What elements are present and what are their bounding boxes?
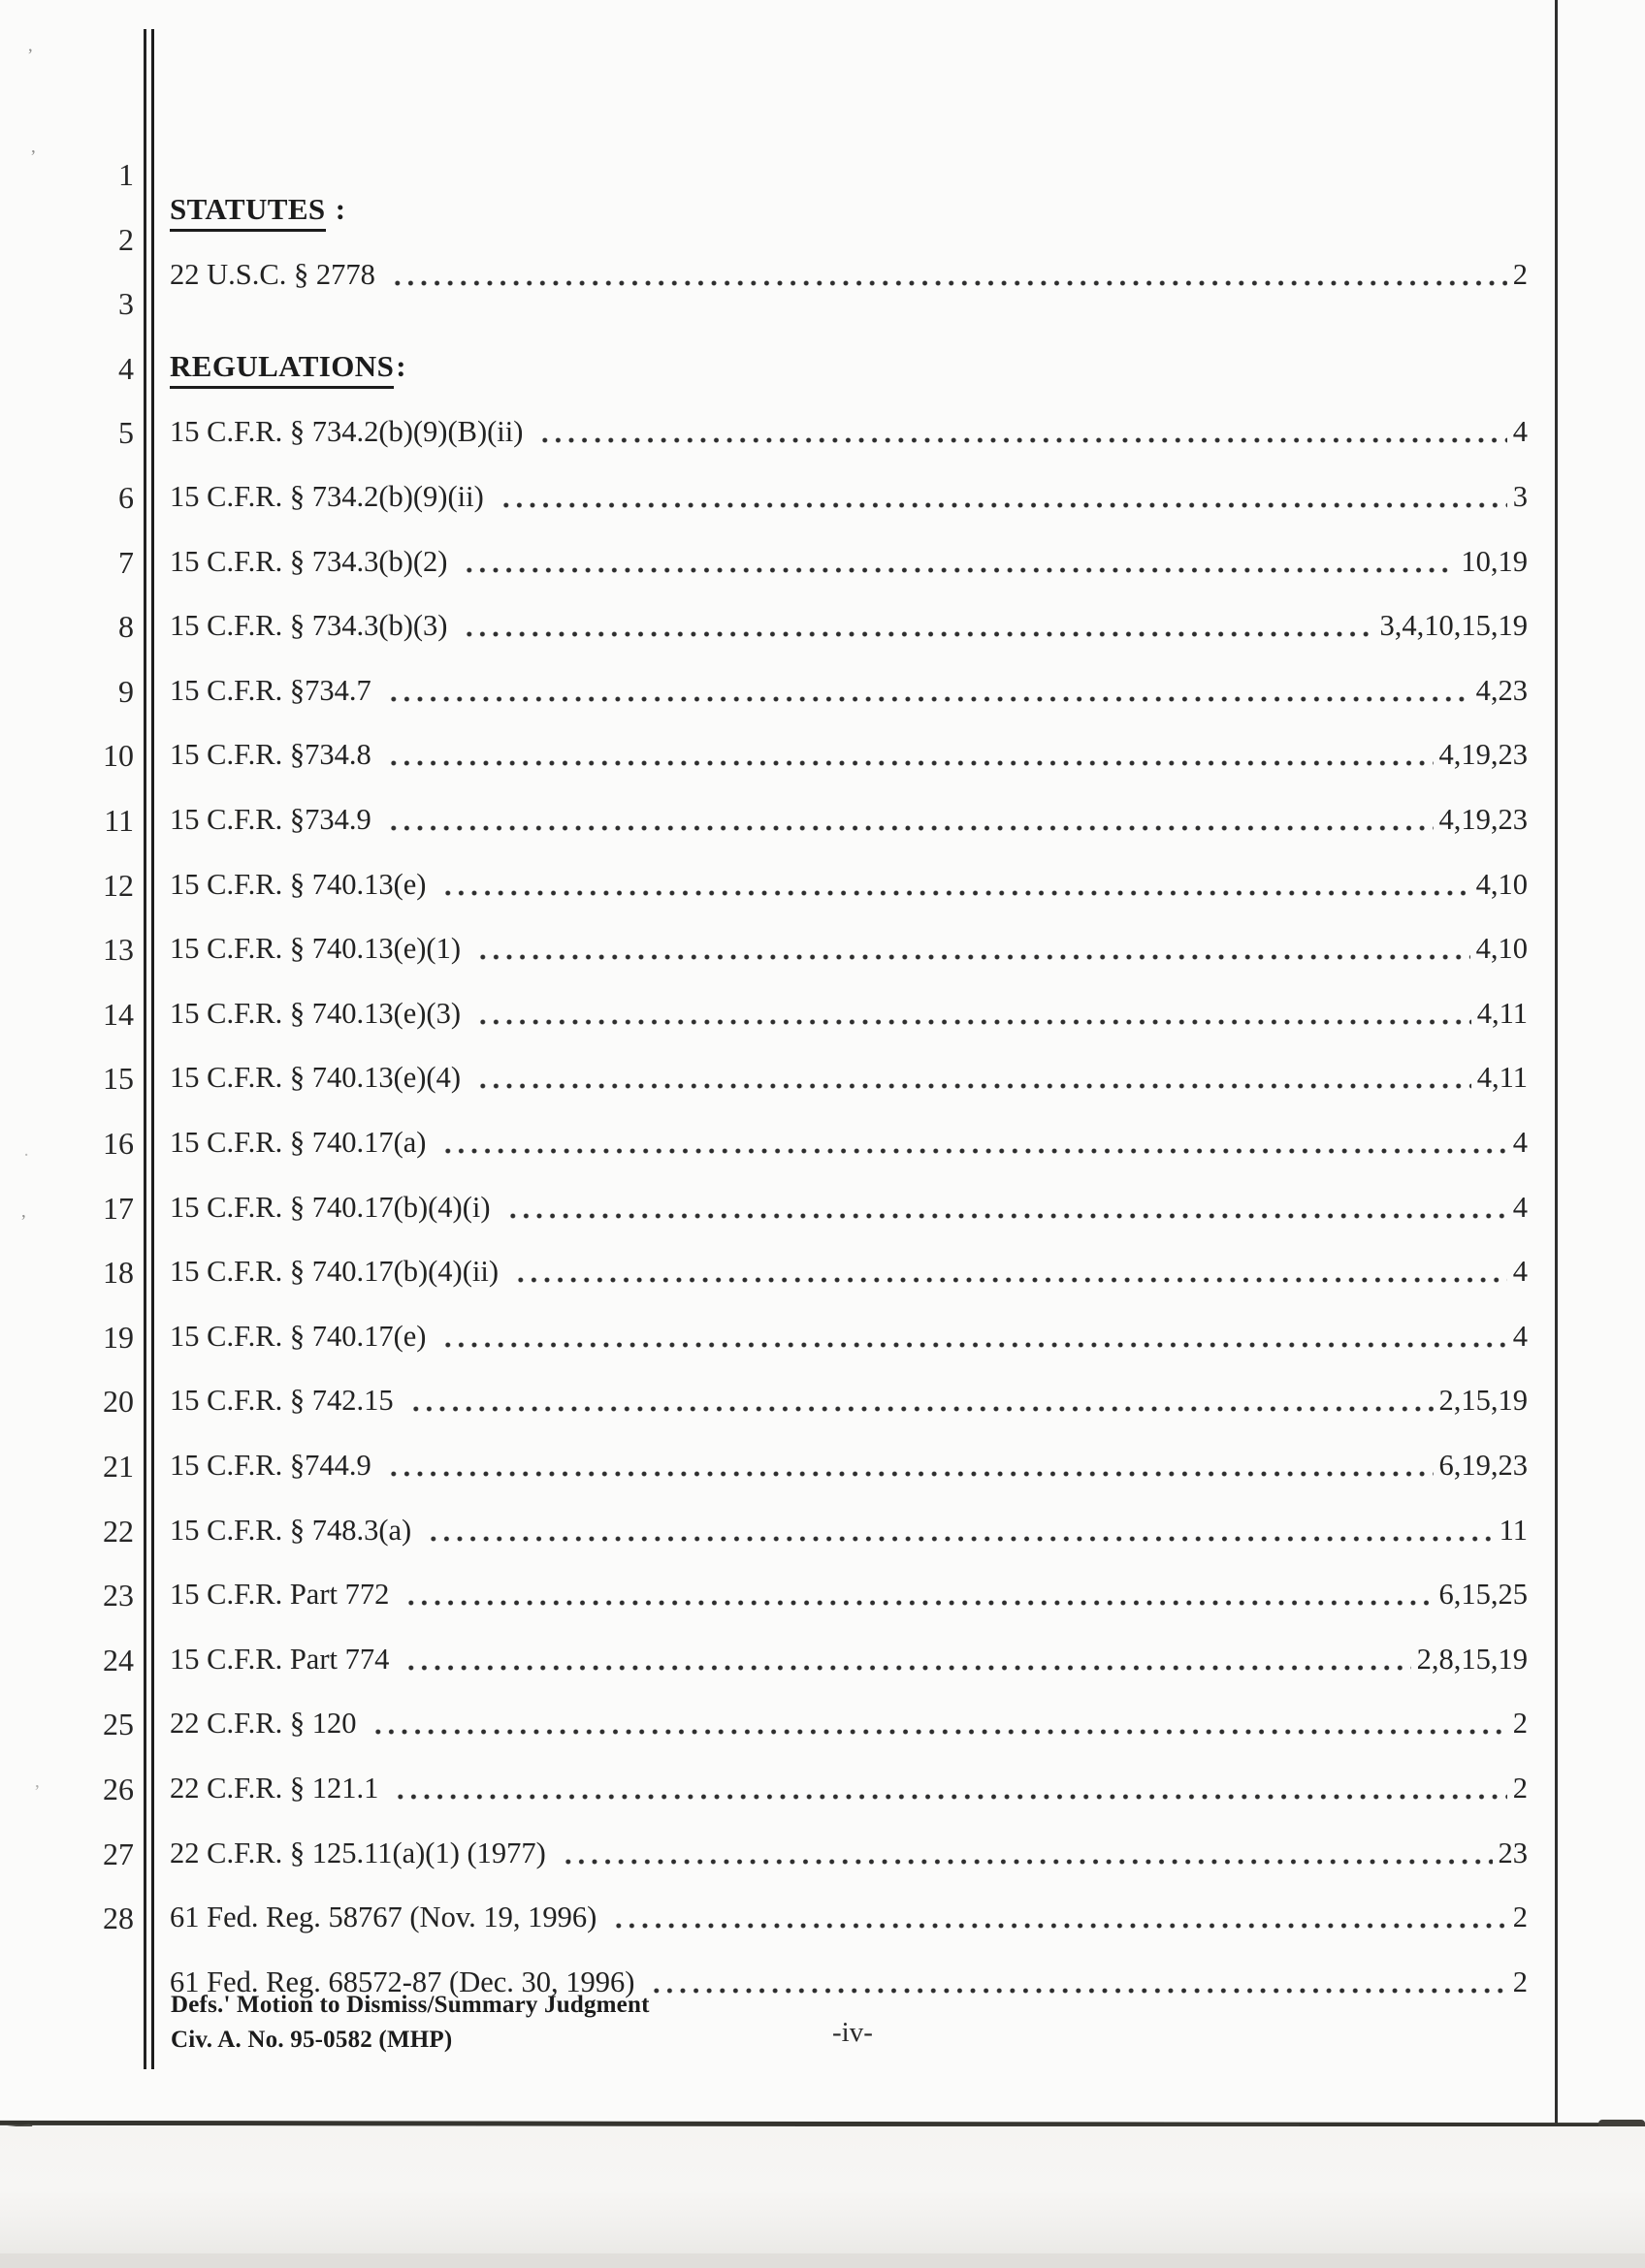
page-numbers: 2,15,19 [1438,1384,1528,1418]
page-numbers: 2 [1512,1965,1528,1998]
heading-colon: : [396,349,406,383]
page-numbers: 2 [1512,1772,1528,1805]
dot-leader [506,1213,1507,1219]
line-number: 25 [103,1707,134,1742]
line-number: 16 [103,1126,134,1161]
section-heading-statutes [170,192,345,227]
dot-leader [394,1794,1506,1800]
toc-entry [170,1833,1528,1873]
page-numbers: 4 [1512,415,1528,449]
page-numbers: 4,19,23 [1438,738,1528,772]
line-number: 9 [118,673,134,709]
dot-leader [387,760,1434,766]
page-numbers: 2 [1512,1707,1528,1741]
citation-text: 15 C.F.R. § 740.17(b)(4)(ii) [170,1255,499,1289]
dot-leader [612,1923,1507,1929]
toc-entry [170,476,1528,517]
page-numbers: 4 [1512,1190,1528,1224]
citation-text: 15 C.F.R. § 734.3(b)(2) [170,544,448,578]
citation-text: 15 C.F.R. § 740.17(a) [170,1126,427,1159]
dot-leader [650,1988,1506,1994]
citation-text: 15 C.F.R. § 740.17(e) [170,1319,427,1353]
toc-entry [170,254,1528,295]
toc-entry [170,1510,1528,1550]
line-number: 11 [104,803,134,838]
page-numbers: 6,15,25 [1438,1578,1528,1612]
dot-leader [441,1342,1506,1348]
line-number: 26 [103,1772,134,1806]
line-number: 6 [118,480,134,515]
toc-entry [170,1445,1528,1485]
footer-title: Defs.' Motion to Dismiss/Summary Judgment [171,1992,650,2018]
dot-leader [427,1536,1493,1542]
page-numbers: 4,11 [1476,1061,1528,1095]
page-numbers: 3,4,10,15,19 [1379,609,1528,643]
toc-entry [170,1187,1528,1228]
line-number: 2 [118,221,134,257]
dot-leader [514,1277,1507,1283]
toc-entry [170,605,1528,646]
line-number: 19 [103,1319,134,1355]
line-number: 12 [103,867,134,903]
line-number: 23 [103,1578,134,1613]
line-number: 1 [118,157,134,192]
toc-entry [170,411,1528,452]
page-numbers: 4,10 [1475,932,1528,966]
heading-colon: : [327,192,346,226]
dot-leader [387,1471,1434,1477]
page-numbers: 2 [1512,258,1528,291]
scanner-background [0,2126,1645,2268]
page-numbers: 2 [1512,1901,1528,1934]
toc-entry [170,864,1528,905]
line-number: 27 [103,1836,134,1871]
citation-text: 15 C.F.R. Part 772 [170,1578,390,1612]
toc-entry [170,1316,1528,1357]
toc-entry [170,993,1528,1034]
line-number: 3 [118,286,134,322]
line-number: 7 [118,544,134,580]
dot-leader [404,1600,1433,1606]
toc-entry [170,799,1528,840]
scan-speck: , [31,137,36,157]
toc-entry [170,1251,1528,1292]
citation-text: 15 C.F.R. § 734.2(b)(9)(B)(ii) [170,415,524,449]
citation-text: 15 C.F.R. §744.9 [170,1449,371,1482]
dot-leader [441,1148,1506,1154]
footer-case-number: Civ. A. No. 95-0582 (MHP) [171,2026,453,2053]
line-number: 5 [118,415,134,451]
page-numbers: 4 [1512,1255,1528,1289]
toc-entry [170,1703,1528,1743]
citation-text: 61 Fed. Reg. 58767 (Nov. 19, 1996) [170,1901,597,1934]
page-numbers: 23 [1498,1836,1528,1869]
left-margin-rule-outer [144,29,146,2069]
citation-text: 15 C.F.R. § 740.17(b)(4)(i) [170,1190,491,1224]
line-number: 22 [103,1513,134,1549]
toc-entry [170,670,1528,711]
scanner-background-strip [0,2253,1645,2268]
dot-leader [476,1083,1471,1089]
citation-text: 15 C.F.R. § 742.15 [170,1384,394,1418]
page-numbers: 2,8,15,19 [1416,1642,1528,1676]
citation-text: 15 C.F.R. §734.9 [170,803,371,836]
dot-leader [404,1665,1410,1671]
toc-entry [170,541,1528,582]
line-number: 21 [103,1449,134,1484]
heading-label: STATUTES [170,192,326,232]
heading-label: REGULATIONS [170,349,394,389]
dot-leader [391,280,1507,286]
scan-speck: , [21,1201,26,1222]
dot-leader [409,1406,1434,1412]
dot-leader [387,696,1470,702]
toc-entry [170,1897,1528,1937]
citation-text: 22 C.F.R. § 125.11(a)(1) (1977) [170,1836,546,1869]
page-numbers: 4,19,23 [1438,803,1528,836]
dot-leader [441,890,1469,896]
citation-text: 15 C.F.R. § 740.13(e) [170,867,427,901]
dot-leader [476,1019,1471,1025]
toc-entry [170,1574,1528,1614]
citation-text: 22 U.S.C. § 2778 [170,258,375,291]
page-numbers: 3 [1512,480,1528,513]
citation-text: 15 C.F.R. § 734.3(b)(3) [170,609,448,643]
citation-text: 15 C.F.R. § 740.13(e)(3) [170,996,461,1030]
citation-text: 22 C.F.R. § 121.1 [170,1772,379,1805]
section-heading-regulations [170,349,406,384]
left-margin-rule-inner [151,29,154,2069]
citation-text: 15 C.F.R. Part 774 [170,1642,390,1676]
line-number: 10 [103,738,134,774]
dot-leader [371,1729,1506,1735]
citation-text: 15 C.F.R. § 740.13(e)(1) [170,932,461,966]
citation-text: 22 C.F.R. § 120 [170,1707,357,1741]
page-numbers: 4,11 [1476,996,1528,1030]
toc-entry [170,734,1528,775]
page-numbers: 4 [1512,1319,1528,1353]
citation-text: 15 C.F.R. §734.8 [170,738,371,772]
dot-leader [562,1859,1493,1865]
line-number: 24 [103,1642,134,1677]
line-number: 28 [103,1901,134,1936]
dot-leader [463,567,1455,573]
citation-text: 61 Fed. Reg. 68572-87 (Dec. 30, 1996) [170,1965,635,1998]
toc-entry [170,928,1528,969]
citation-text: 15 C.F.R. §734.7 [170,673,371,707]
toc-entry [170,1639,1528,1679]
citation-text: 15 C.F.R. § 734.2(b)(9)(ii) [170,480,484,513]
page-numbers: 10,19 [1461,544,1528,578]
line-number: 8 [118,609,134,645]
toc-entry [170,1768,1528,1808]
line-number: 4 [118,350,134,386]
line-number: 15 [103,1061,134,1097]
citation-text: 15 C.F.R. § 748.3(a) [170,1513,412,1547]
line-number: 13 [103,932,134,968]
scan-speck: · [23,1145,30,1166]
right-margin-rule [1555,0,1558,2125]
line-number: 14 [103,996,134,1032]
page-numbers: 4,10 [1475,867,1528,901]
scan-speck: ’ [27,46,34,66]
page-numbers: 4 [1512,1126,1528,1159]
dot-leader [463,631,1373,637]
toc-entry [170,1380,1528,1421]
line-number: 17 [103,1190,134,1226]
dot-leader [538,437,1506,443]
dot-leader [476,954,1470,960]
dot-leader [387,825,1434,831]
line-number: 20 [103,1384,134,1420]
toc-entry [170,1122,1528,1163]
toc-entry [170,1057,1528,1098]
line-number: 18 [103,1255,134,1291]
document-footer [171,1988,650,2057]
page-numbers: 11 [1499,1513,1528,1547]
dot-leader [500,502,1507,508]
citation-text: 15 C.F.R. § 740.13(e)(4) [170,1061,461,1095]
page-numbers: 4,23 [1475,673,1528,707]
page-number-label: -iv- [832,2017,873,2048]
page-numbers: 6,19,23 [1438,1449,1528,1482]
scan-speck: , [35,1772,40,1792]
